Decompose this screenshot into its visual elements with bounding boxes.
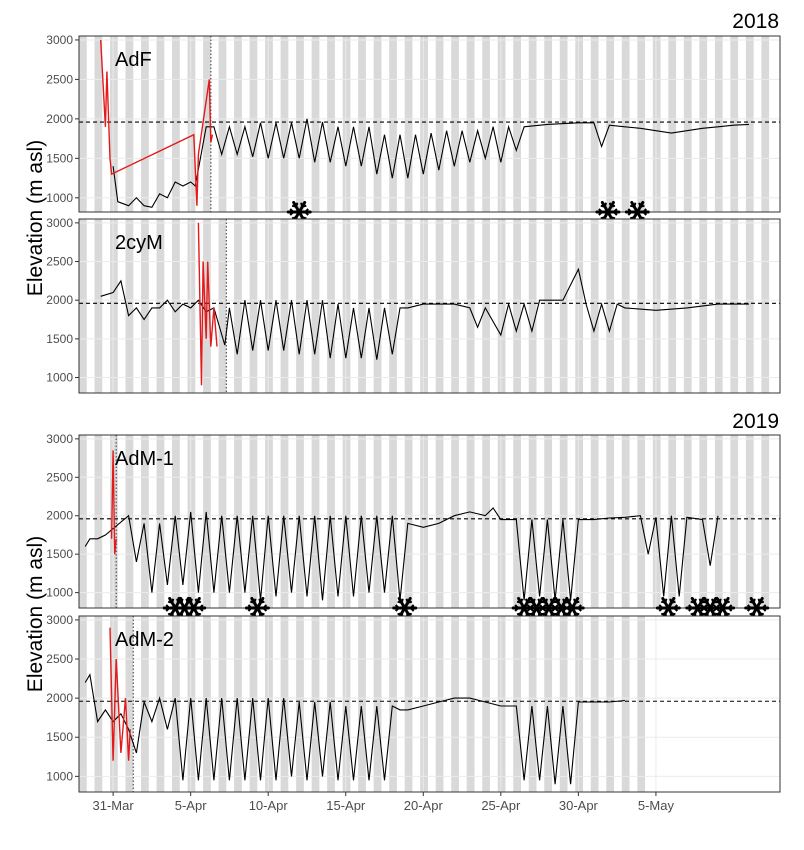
night-band bbox=[374, 219, 382, 393]
panel-label: AdF bbox=[115, 49, 152, 71]
night-band bbox=[250, 219, 258, 393]
y-axis-title-2019: Elevation (m asl) bbox=[24, 535, 47, 693]
night-band bbox=[343, 219, 351, 393]
night-band bbox=[761, 36, 769, 212]
night-band bbox=[374, 616, 382, 792]
y-tick-label: 2000 bbox=[46, 293, 73, 308]
x-tick-label: 5-Apr bbox=[174, 798, 207, 813]
night-band bbox=[668, 219, 676, 393]
night-band bbox=[482, 435, 490, 608]
x-tick-label: 10-Apr bbox=[248, 798, 288, 813]
night-band bbox=[172, 219, 180, 393]
night-band bbox=[467, 36, 475, 212]
night-band bbox=[405, 219, 413, 393]
night-band bbox=[622, 616, 630, 792]
night-band bbox=[575, 36, 583, 212]
night-band bbox=[684, 435, 692, 608]
night-band bbox=[312, 219, 320, 393]
night-band bbox=[606, 435, 614, 608]
x-tick-label: 30-Apr bbox=[558, 798, 598, 813]
night-band bbox=[637, 36, 645, 212]
year-label-2019: 2019 bbox=[732, 410, 779, 433]
panel-label: AdM-2 bbox=[115, 629, 174, 651]
night-band bbox=[513, 219, 521, 393]
night-band bbox=[746, 435, 754, 608]
night-band bbox=[730, 36, 738, 212]
night-band bbox=[95, 219, 103, 393]
night-band bbox=[498, 616, 506, 792]
night-band bbox=[234, 219, 242, 393]
night-band bbox=[699, 36, 707, 212]
night-band bbox=[343, 616, 351, 792]
night-band bbox=[265, 219, 273, 393]
x-tick-label: 31-Mar bbox=[92, 798, 134, 813]
night-band bbox=[79, 435, 87, 608]
night-band bbox=[79, 616, 87, 792]
night-band bbox=[622, 36, 630, 212]
night-band bbox=[95, 435, 103, 608]
panel-adm-2 bbox=[46, 613, 780, 792]
y-tick-label: 2000 bbox=[46, 508, 73, 523]
night-band bbox=[296, 219, 304, 393]
night-band bbox=[281, 36, 289, 212]
night-band bbox=[544, 219, 552, 393]
night-band bbox=[358, 616, 366, 792]
y-tick-label: 1000 bbox=[46, 769, 73, 784]
night-band bbox=[668, 36, 676, 212]
night-band bbox=[715, 36, 723, 212]
night-band bbox=[312, 616, 320, 792]
night-band bbox=[637, 219, 645, 393]
night-band bbox=[730, 219, 738, 393]
night-band bbox=[405, 616, 413, 792]
night-band bbox=[79, 36, 87, 212]
night-band bbox=[296, 36, 304, 212]
night-band bbox=[281, 219, 289, 393]
y-tick-label: 1000 bbox=[46, 585, 73, 600]
y-tick-label: 2000 bbox=[46, 691, 73, 706]
night-band bbox=[591, 435, 599, 608]
y-tick-label: 3000 bbox=[46, 612, 73, 627]
y-tick-label: 1500 bbox=[46, 547, 73, 562]
night-band bbox=[312, 36, 320, 212]
night-band bbox=[513, 36, 521, 212]
night-band bbox=[358, 219, 366, 393]
night-band bbox=[606, 219, 614, 393]
y-axis-title-2018: Elevation (m asl) bbox=[24, 139, 47, 297]
night-band bbox=[436, 616, 444, 792]
night-band bbox=[95, 36, 103, 212]
night-band bbox=[606, 616, 614, 792]
night-band bbox=[327, 616, 335, 792]
y-tick-label: 2500 bbox=[46, 254, 73, 269]
night-band bbox=[513, 616, 521, 792]
night-band bbox=[436, 219, 444, 393]
y-tick-label: 1500 bbox=[46, 151, 73, 166]
night-band bbox=[622, 435, 630, 608]
night-band bbox=[529, 616, 537, 792]
night-band bbox=[451, 616, 459, 792]
night-band bbox=[389, 219, 397, 393]
y-tick-label: 2500 bbox=[46, 470, 73, 485]
night-band bbox=[451, 219, 459, 393]
night-band bbox=[529, 219, 537, 393]
night-band bbox=[529, 36, 537, 212]
night-band bbox=[622, 219, 630, 393]
night-band bbox=[544, 616, 552, 792]
y-tick-label: 2500 bbox=[46, 72, 73, 87]
night-band bbox=[389, 36, 397, 212]
y-tick-label: 1500 bbox=[46, 331, 73, 346]
y-tick-label: 2000 bbox=[46, 111, 73, 126]
x-tick-label: 20-Apr bbox=[403, 798, 443, 813]
night-band bbox=[219, 36, 227, 212]
night-band bbox=[374, 36, 382, 212]
night-band bbox=[715, 435, 723, 608]
night-band bbox=[684, 36, 692, 212]
night-band bbox=[405, 435, 413, 608]
x-axis bbox=[93, 792, 675, 813]
year-label-2018: 2018 bbox=[732, 10, 779, 33]
night-band bbox=[730, 435, 738, 608]
night-band bbox=[420, 616, 428, 792]
night-band bbox=[296, 616, 304, 792]
night-band bbox=[420, 219, 428, 393]
y-tick-label: 3000 bbox=[46, 431, 73, 446]
night-band bbox=[482, 36, 490, 212]
night-band bbox=[498, 435, 506, 608]
night-band bbox=[358, 36, 366, 212]
night-band bbox=[653, 36, 661, 212]
night-band bbox=[405, 36, 413, 212]
night-band bbox=[389, 616, 397, 792]
panel-label: 2cyM bbox=[115, 232, 163, 254]
night-band bbox=[560, 616, 568, 792]
night-band bbox=[761, 435, 769, 608]
x-tick-label: 5-May bbox=[637, 798, 674, 813]
y-tick-label: 3000 bbox=[46, 215, 73, 230]
panel-adf bbox=[46, 33, 780, 222]
night-band bbox=[575, 219, 583, 393]
y-tick-label: 3000 bbox=[46, 32, 73, 47]
night-band bbox=[544, 435, 552, 608]
night-band bbox=[188, 219, 196, 393]
night-band bbox=[761, 219, 769, 393]
night-band bbox=[467, 219, 475, 393]
night-band bbox=[482, 219, 490, 393]
night-band bbox=[467, 435, 475, 608]
night-band bbox=[451, 435, 459, 608]
night-band bbox=[467, 616, 475, 792]
night-band bbox=[715, 219, 723, 393]
panel-2cym bbox=[46, 216, 780, 393]
night-band bbox=[575, 435, 583, 608]
night-band bbox=[219, 219, 227, 393]
night-band bbox=[343, 36, 351, 212]
y-tick-label: 2500 bbox=[46, 652, 73, 667]
night-band bbox=[746, 219, 754, 393]
night-band bbox=[482, 616, 490, 792]
panel-label: AdM-1 bbox=[115, 448, 174, 470]
night-band bbox=[420, 36, 428, 212]
night-band bbox=[591, 219, 599, 393]
night-band bbox=[606, 36, 614, 212]
night-band bbox=[637, 616, 645, 792]
y-tick-label: 1500 bbox=[46, 730, 73, 745]
night-band bbox=[498, 219, 506, 393]
night-band bbox=[575, 616, 583, 792]
night-band bbox=[234, 36, 242, 212]
night-band bbox=[436, 36, 444, 212]
night-band bbox=[327, 36, 335, 212]
night-band bbox=[327, 219, 335, 393]
night-band bbox=[560, 435, 568, 608]
night-band bbox=[684, 219, 692, 393]
y-tick-label: 1000 bbox=[46, 370, 73, 385]
night-band bbox=[265, 36, 273, 212]
night-band bbox=[95, 616, 103, 792]
night-band bbox=[560, 219, 568, 393]
night-band bbox=[653, 219, 661, 393]
x-tick-label: 15-Apr bbox=[326, 798, 366, 813]
night-band bbox=[451, 36, 459, 212]
night-band bbox=[79, 219, 87, 393]
night-band bbox=[420, 435, 428, 608]
night-band bbox=[157, 36, 165, 212]
y-tick-label: 1000 bbox=[46, 190, 73, 205]
night-band bbox=[513, 435, 521, 608]
x-tick-label: 25-Apr bbox=[481, 798, 521, 813]
panel-adm-1 bbox=[46, 432, 780, 618]
night-band bbox=[591, 616, 599, 792]
night-band bbox=[498, 36, 506, 212]
night-band bbox=[250, 36, 258, 212]
